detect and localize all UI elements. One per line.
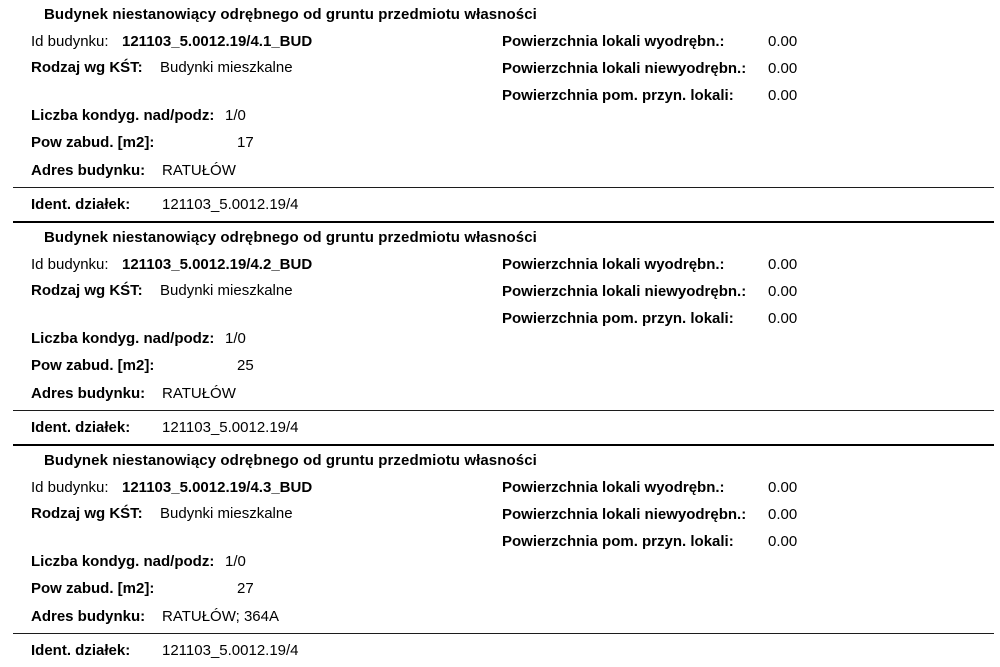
id-budynku-value: 121103_5.0012.19/4.1_BUD (122, 32, 313, 50)
pow-niewyodrebn-label: Powierzchnia lokali niewyodrębn.: (502, 60, 747, 77)
adres-value: RATUŁÓW (162, 161, 236, 179)
building-record-3 (0, 446, 1000, 667)
building-record-2 (0, 223, 1000, 446)
id-budynku-value: 121103_5.0012.19/4.2_BUD (122, 255, 313, 273)
areas-column (502, 28, 972, 109)
id-budynku-label: Id budynku: (31, 478, 109, 496)
pow-niewyodrebn-value: 0.00 (768, 60, 798, 77)
pow-niewyodrebn-label: Powierzchnia lokali niewyodrębn.: (502, 506, 747, 523)
ident-dzialek-label: Ident. działek: (31, 419, 131, 436)
rodzaj-label: Rodzaj wg KŚT: (31, 281, 143, 299)
ident-dzialek-value: 121103_5.0012.19/4 (162, 419, 299, 436)
pow-niewyodrebn-label: Powierzchnia lokali niewyodrębn.: (502, 283, 747, 300)
pow-zabud-label: Pow zabud. [m2]: (31, 133, 155, 151)
pow-wyodrebn-label: Powierzchnia lokali wyodrębn.: (502, 33, 725, 50)
liczba-kondyg-label: Liczba kondyg. nad/podz: (31, 329, 215, 347)
pow-wyodrebn-value: 0.00 (768, 33, 798, 50)
pow-zabud-value: 27 (237, 579, 254, 597)
pow-wyodrebn-label: Powierzchnia lokali wyodrębn.: (502, 256, 725, 273)
rodzaj-label: Rodzaj wg KŚT: (31, 58, 143, 76)
pow-pom-value: 0.00 (768, 310, 798, 327)
ident-dzialek-value: 121103_5.0012.19/4 (162, 642, 299, 659)
ident-dzialek-label: Ident. działek: (31, 196, 131, 213)
pow-pom-label: Powierzchnia pom. przyn. lokali: (502, 87, 734, 104)
pow-zabud-label: Pow zabud. [m2]: (31, 356, 155, 374)
id-budynku-value: 121103_5.0012.19/4.3_BUD (122, 478, 313, 496)
pow-wyodrebn-label: Powierzchnia lokali wyodrębn.: (502, 479, 725, 496)
rodzaj-value: Budynki mieszkalne (160, 504, 293, 522)
pow-niewyodrebn-value: 0.00 (768, 283, 798, 300)
building-record-1 (0, 0, 1000, 223)
adres-label: Adres budynku: (31, 607, 146, 625)
record-title: Budynek niestanowiący odrębnego od gruntu przedmiotu własności (44, 5, 537, 23)
pow-niewyodrebn-value: 0.00 (768, 506, 798, 523)
pow-pom-label: Powierzchnia pom. przyn. lokali: (502, 533, 734, 550)
rodzaj-value: Budynki mieszkalne (160, 58, 293, 76)
pow-wyodrebn-value: 0.00 (768, 479, 798, 496)
adres-value: RATUŁÓW; 364A (162, 607, 279, 625)
rodzaj-label: Rodzaj wg KŚT: (31, 504, 143, 522)
adres-label: Adres budynku: (31, 384, 146, 402)
pow-wyodrebn-value: 0.00 (768, 256, 798, 273)
liczba-kondyg-value: 1/0 (225, 329, 246, 347)
liczba-kondyg-value: 1/0 (225, 106, 246, 124)
record-title: Budynek niestanowiący odrębnego od gruntu przedmiotu własności (44, 451, 537, 469)
liczba-kondyg-label: Liczba kondyg. nad/podz: (31, 552, 215, 570)
areas-column (502, 251, 972, 332)
pow-pom-value: 0.00 (768, 533, 798, 550)
liczba-kondyg-label: Liczba kondyg. nad/podz: (31, 106, 215, 124)
pow-pom-label: Powierzchnia pom. przyn. lokali: (502, 310, 734, 327)
adres-label: Adres budynku: (31, 161, 146, 179)
pow-zabud-value: 17 (237, 133, 254, 151)
areas-column (502, 474, 972, 555)
ident-dzialek-value: 121103_5.0012.19/4 (162, 196, 299, 213)
ident-dzialek-label: Ident. działek: (31, 642, 131, 659)
pow-zabud-label: Pow zabud. [m2]: (31, 579, 155, 597)
record-title: Budynek niestanowiący odrębnego od gruntu przedmiotu własności (44, 228, 537, 246)
id-budynku-label: Id budynku: (31, 255, 109, 273)
rodzaj-value: Budynki mieszkalne (160, 281, 293, 299)
id-budynku-label: Id budynku: (31, 32, 109, 50)
liczba-kondyg-value: 1/0 (225, 552, 246, 570)
pow-zabud-value: 25 (237, 356, 254, 374)
adres-value: RATUŁÓW (162, 384, 236, 402)
pow-pom-value: 0.00 (768, 87, 798, 104)
